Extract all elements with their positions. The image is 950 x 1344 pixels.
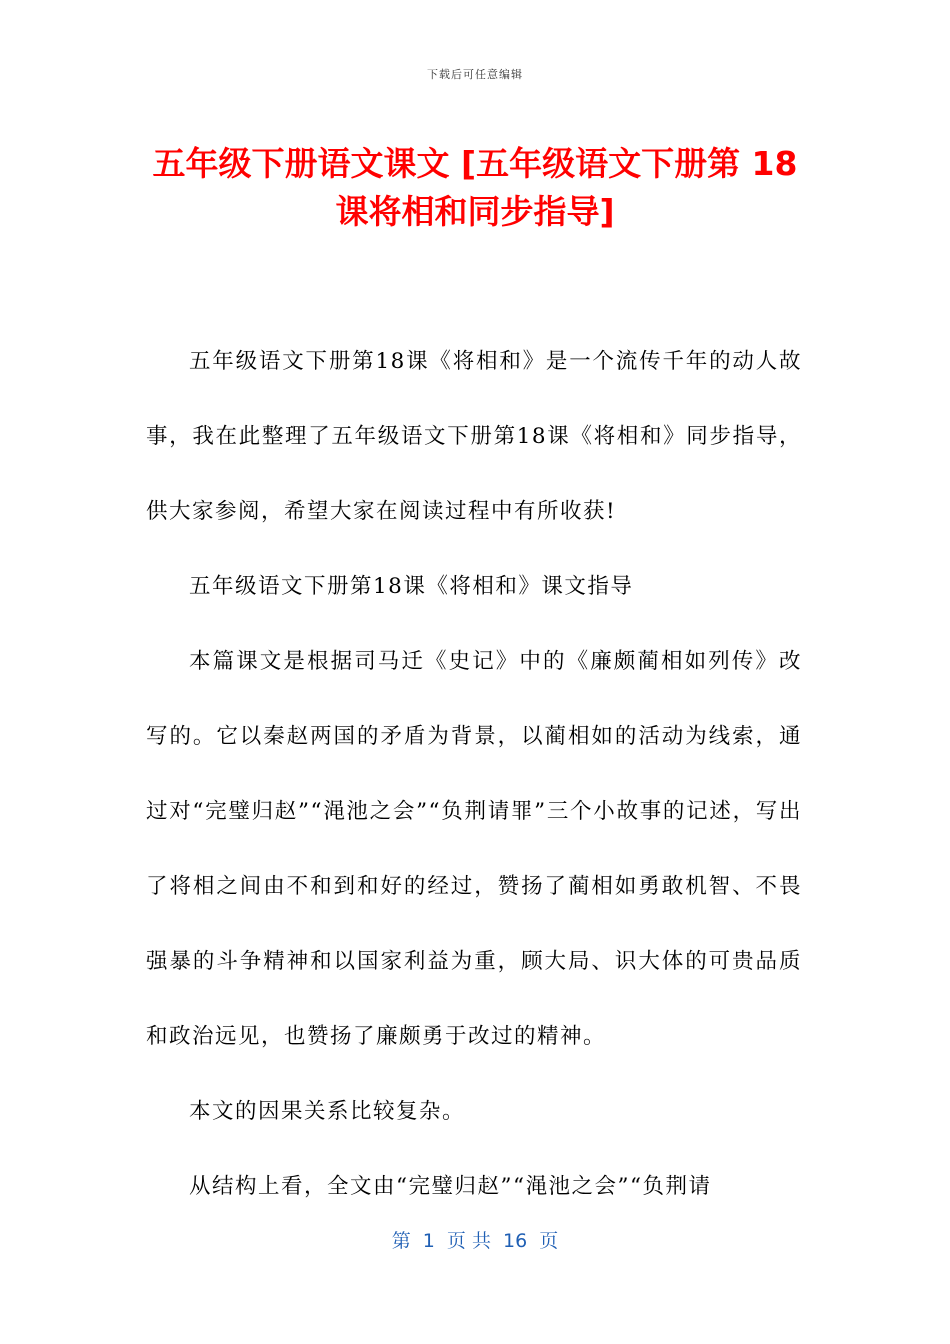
paragraph-intro: 五年级语文下册第18课《将相和》是一个流传千年的动人故事，我在此整理了五年级语文下册第18课《将相和》同步指导，供大家参阅，希望大家在阅读过程中有所收获! xyxy=(146,349,802,524)
page-indicator: 第 1 页 共 16 页 xyxy=(391,1230,559,1252)
paragraph-summary: 本篇课文是根据司马迁《史记》中的《廉颇蔺相如列传》改写的。它以秦赵两国的矛盾为背景，以蔺相如的活动为线索，通过对“完璧归赵”“渑池之会”“负荆请罪”三个小故事的记述，写出了将相之间由不和到和好的经过，赞扬了蔺相如勇敢机智、不畏强暴的斗争精神和以国家利益为重，顾大局、识大体的可贵品质和政治远见，也赞扬了廉颇勇于改过的精神。 xyxy=(146,649,802,1049)
document-title: 五年级下册语文课文 [五年级语文下册第 18 课将相和同步指导] xyxy=(152,144,798,231)
header-note: 下载后可任意编辑 xyxy=(427,68,523,81)
paragraph-subheading: 五年级语文下册第18课《将相和》课文指导 xyxy=(189,574,634,599)
paragraph-structure: 从结构上看，全文由“完璧归赵”“渑池之会”“负荆请 xyxy=(189,1174,712,1199)
document-body xyxy=(146,324,802,1224)
paragraph-causality: 本文的因果关系比较复杂。 xyxy=(189,1099,466,1124)
